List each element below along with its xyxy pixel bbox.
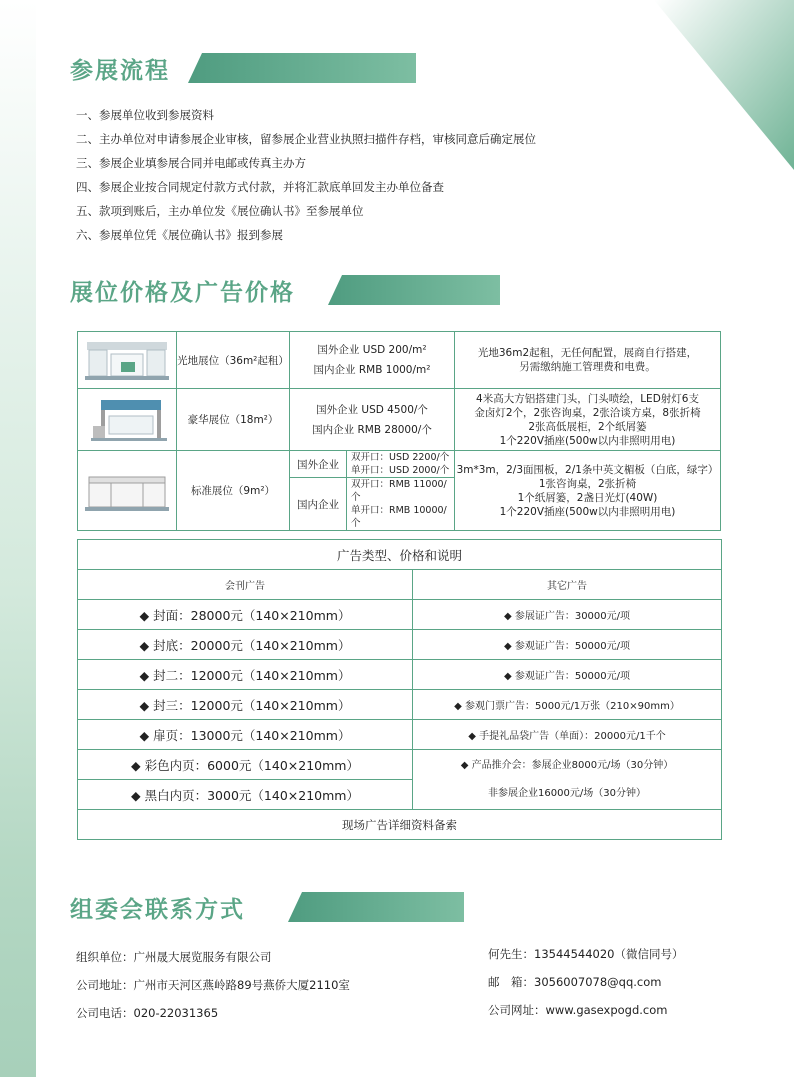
ad-col-right-header: 其它广告 bbox=[413, 570, 722, 600]
ad-left-item: ◆ 扉页：13000元（140×210mm） bbox=[78, 720, 413, 750]
ad-right-item: ◆ 产品推介会：参展企业8000元/场（30分钟） 非参展企业16000元/场（30分钟） bbox=[413, 750, 722, 810]
process-step: 四、参展企业按合同规定付款方式付款，并将汇款底单回发主办单位备查 bbox=[76, 180, 444, 194]
booth-description: 3m*3m，2/3面围板，2/1条中英文楣板（白底，绿字） 1张咨询桌，2张折椅 1个纸屑篓，2盏日光灯(40W) 1个220V插座(500w以内非照明用电) bbox=[455, 451, 721, 531]
booth-price: 国外企业 USD 200/m² 国内企业 RMB 1000/m² bbox=[290, 332, 455, 389]
process-step: 二、主办单位对申请参展企业审核，留参展企业营业执照扫描件存档，审核同意后确定展位 bbox=[76, 132, 536, 146]
ad-left-item: ◆ 封二：12000元（140×210mm） bbox=[78, 660, 413, 690]
ad-left-item: ◆ 黑白内页：3000元（140×210mm） bbox=[78, 780, 413, 810]
website[interactable]: 公司网址：www.gasexpogd.com bbox=[488, 1003, 668, 1017]
booth-price: 国外企业 USD 4500/个 国内企业 RMB 28000/个 bbox=[290, 389, 455, 451]
ad-price-table bbox=[77, 539, 722, 840]
process-step: 三、参展企业填参展合同并电邮或传真主办方 bbox=[76, 156, 306, 170]
ad-left-item: ◆ 封面：28000元（140×210mm） bbox=[78, 600, 413, 630]
price-section-title: 展位价格及广告价格 bbox=[70, 273, 500, 307]
booth-description: 4米高大方铝搭建门头，门头喷绘，LED射灯6支 金卤灯2个，2张咨询桌，2张洽谈方桌，8张折椅 2张高低展柜，2个纸屑篓 1个220V插座(500w以内非照明用电) bbox=[455, 389, 721, 451]
booth-price-table bbox=[77, 331, 721, 531]
organizer: 组织单位：广州晟大展览服务有限公司 bbox=[76, 950, 272, 964]
ad-left-item: ◆ 封三：12000元（140×210mm） bbox=[78, 690, 413, 720]
process-section-title: 参展流程 bbox=[70, 51, 416, 85]
process-step: 一、参展单位收到参展资料 bbox=[76, 108, 214, 122]
booth-image bbox=[78, 389, 177, 451]
corner-decoration bbox=[654, 0, 794, 170]
booth-name: 标准展位（9m²） bbox=[177, 451, 290, 531]
ad-table-footer: 现场广告详细资料备索 bbox=[78, 810, 722, 840]
ad-right-item: ◆ 参展证广告：30000元/项 bbox=[413, 600, 722, 630]
booth-description: 光地36m2起租，无任何配置，展商自行搭建， 另需缴纳施工管理费和电费。 bbox=[455, 332, 721, 389]
ad-right-item: ◆ 参观证广告：50000元/项 bbox=[413, 660, 722, 690]
ad-left-item: ◆ 封底：20000元（140×210mm） bbox=[78, 630, 413, 660]
booth-row-raw bbox=[78, 332, 721, 389]
ad-left-item: ◆ 彩色内页：6000元（140×210mm） bbox=[78, 750, 413, 780]
contact-person: 何先生：13544544020（微信同号） bbox=[488, 947, 684, 961]
booth-image bbox=[78, 451, 177, 531]
contact-left bbox=[76, 943, 350, 1027]
booth-row-standard bbox=[78, 451, 721, 531]
process-list bbox=[76, 103, 536, 247]
booth-name: 豪华展位（18m²） bbox=[177, 389, 290, 451]
booth-price: 国外企业 双开口：USD 2200/个 单开口：USD 2000/个 国内企业 双开口：RMB 11000/个 单开口：RMB 10000/个 bbox=[290, 451, 455, 531]
booth-row-luxury bbox=[78, 389, 721, 451]
booth-image bbox=[78, 332, 177, 389]
email[interactable]: 邮 箱：3056007078@qq.com bbox=[488, 975, 662, 989]
ad-right-item: ◆ 手提礼品袋广告（单面）：20000元/1千个 bbox=[413, 720, 722, 750]
address: 公司地址：广州市天河区燕岭路89号燕侨大厦2110室 bbox=[76, 978, 350, 992]
left-gradient-strip bbox=[0, 0, 36, 1077]
booth-name: 光地展位（36m²起租） bbox=[177, 332, 290, 389]
contact-section-title: 组委会联系方式 bbox=[70, 890, 464, 924]
ad-col-left-header: 会刊广告 bbox=[78, 570, 413, 600]
process-step: 五、款项到账后，主办单位发《展位确认书》至参展单位 bbox=[76, 204, 364, 218]
ad-right-item: ◆ 参观证广告：50000元/项 bbox=[413, 630, 722, 660]
phone: 公司电话：020-22031365 bbox=[76, 1006, 219, 1020]
ad-right-item: ◆ 参观门票广告：5000元/1万张（210×90mm） bbox=[413, 690, 722, 720]
process-step: 六、参展单位凭《展位确认书》报到参展 bbox=[76, 228, 283, 242]
ad-table-header: 广告类型、价格和说明 bbox=[78, 540, 722, 570]
contact-right bbox=[488, 940, 683, 1024]
